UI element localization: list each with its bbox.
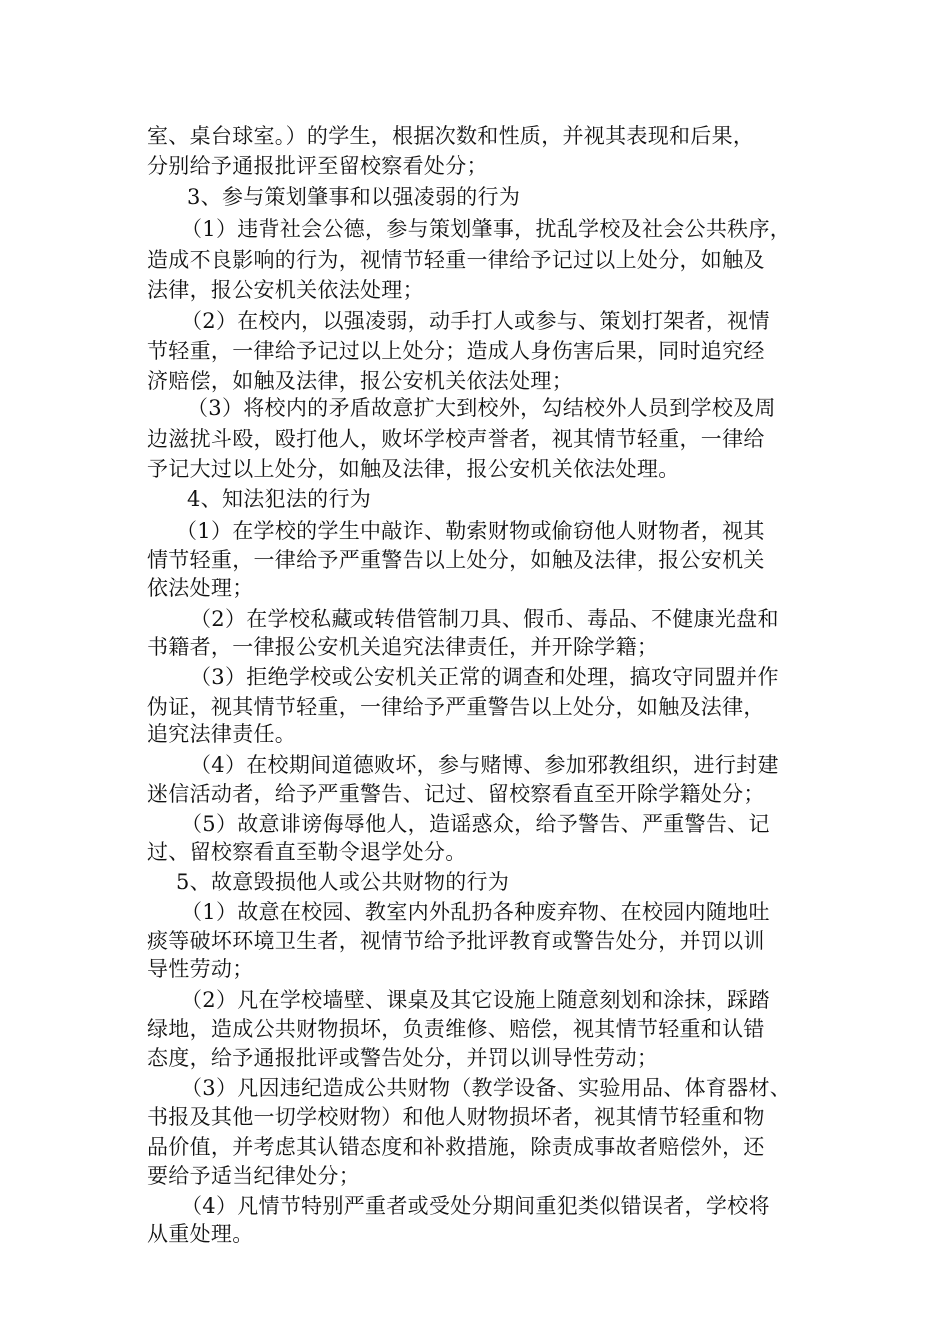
- text-line: 过、留校察看直至勒令退学处分。: [147, 840, 467, 864]
- text-line: （3）凡因违纪造成公共财物（教学设备、实验用品、体育器材、: [181, 1076, 792, 1100]
- text-line: （3）拒绝学校或公安机关正常的调查和处理，搞攻守同盟并作: [190, 665, 779, 689]
- text-line: （1）在学校的学生中敲诈、勒索财物或偷窃他人财物者，视其: [176, 519, 765, 543]
- text-line: 室、桌台球室。）的学生，根据次数和性质，并视其表现和后果，: [147, 124, 755, 148]
- section-heading: 5、故意毁损他人或公共财物的行为: [176, 870, 510, 894]
- text-line: （2）在校内，以强凌弱，动手打人或参与、策划打架者，视情: [181, 309, 770, 333]
- text-line: 书籍者，一律报公安机关追究法律责任，并开除学籍；: [147, 635, 659, 659]
- text-line: 品价值，并考虑其认错态度和补救措施，除责成事故者赔偿外，还: [147, 1135, 765, 1159]
- text-line: 分别给予通报批评至留校察看处分；: [147, 154, 488, 178]
- section-heading: 4、知法犯法的行为: [187, 487, 372, 511]
- text-line: 予记大过以上处分，如触及法律，报公安机关依法处理。: [147, 457, 680, 481]
- text-line: 节轻重，一律给予记过以上处分；造成人身伤害后果，同时追究经: [147, 339, 765, 363]
- text-line: （1）违背社会公德，参与策划肇事，扰乱学校及社会公共秩序，: [181, 217, 792, 241]
- text-line: （1）故意在校园、教室内外乱扔各种废弃物、在校园内随地吐: [181, 900, 770, 924]
- text-line: 态度，给予通报批评或警告处分，并罚以训导性劳动；: [147, 1046, 659, 1070]
- text-line: 济赔偿，如触及法律，报公安机关依法处理；: [147, 369, 573, 393]
- text-line: 边滋扰斗殴，殴打他人，败坏学校声誉者，视其情节轻重，一律给: [147, 427, 765, 451]
- text-line: （3）将校内的矛盾故意扩大到校外，勾结校外人员到学校及周: [187, 396, 776, 420]
- text-line: 依法处理；: [147, 576, 254, 600]
- section-heading: 3、参与策划肇事和以强凌弱的行为: [187, 185, 521, 209]
- text-line: 书报及其他一切学校财物）和他人财物损坏者，视其情节轻重和物: [147, 1105, 765, 1129]
- text-line: 造成不良影响的行为，视情节轻重一律给予记过以上处分，如触及: [147, 248, 765, 272]
- text-line: 导性劳动；: [147, 957, 254, 981]
- text-line: （5）故意诽谤侮辱他人，造谣惑众，给予警告、严重警告、记: [181, 812, 770, 836]
- text-line: （4）在校期间道德败坏，参与赌博、参加邪教组织，进行封建: [190, 753, 779, 777]
- text-line: 伪证，视其情节轻重，一律给予严重警告以上处分，如触及法律，: [147, 695, 765, 719]
- text-line: 痰等破坏环境卫生者，视情节给予批评教育或警告处分，并罚以训: [147, 929, 765, 953]
- text-line: （2）在学校私藏或转借管制刀具、假币、毒品、不健康光盘和: [190, 607, 779, 631]
- text-line: 法律，报公安机关依法处理；: [147, 278, 424, 302]
- text-line: 绿地，造成公共财物损坏，负责维修、赔偿，视其情节轻重和认错: [147, 1017, 765, 1041]
- text-line: 情节轻重，一律给予严重警告以上处分，如触及法律，报公安机关: [147, 548, 765, 572]
- text-line: 追究法律责任。: [147, 722, 297, 746]
- text-line: （4）凡情节特别严重者或受处分期间重犯类似错误者，学校将: [181, 1194, 770, 1218]
- text-line: 迷信活动者，给予严重警告、记过、留校察看直至开除学籍处分；: [147, 782, 765, 806]
- text-line: 要给予适当纪律处分；: [147, 1164, 360, 1188]
- text-line: （2）凡在学校墙壁、课桌及其它设施上随意刻划和涂抹，踩踏: [181, 988, 770, 1012]
- text-line: 从重处理。: [147, 1222, 254, 1246]
